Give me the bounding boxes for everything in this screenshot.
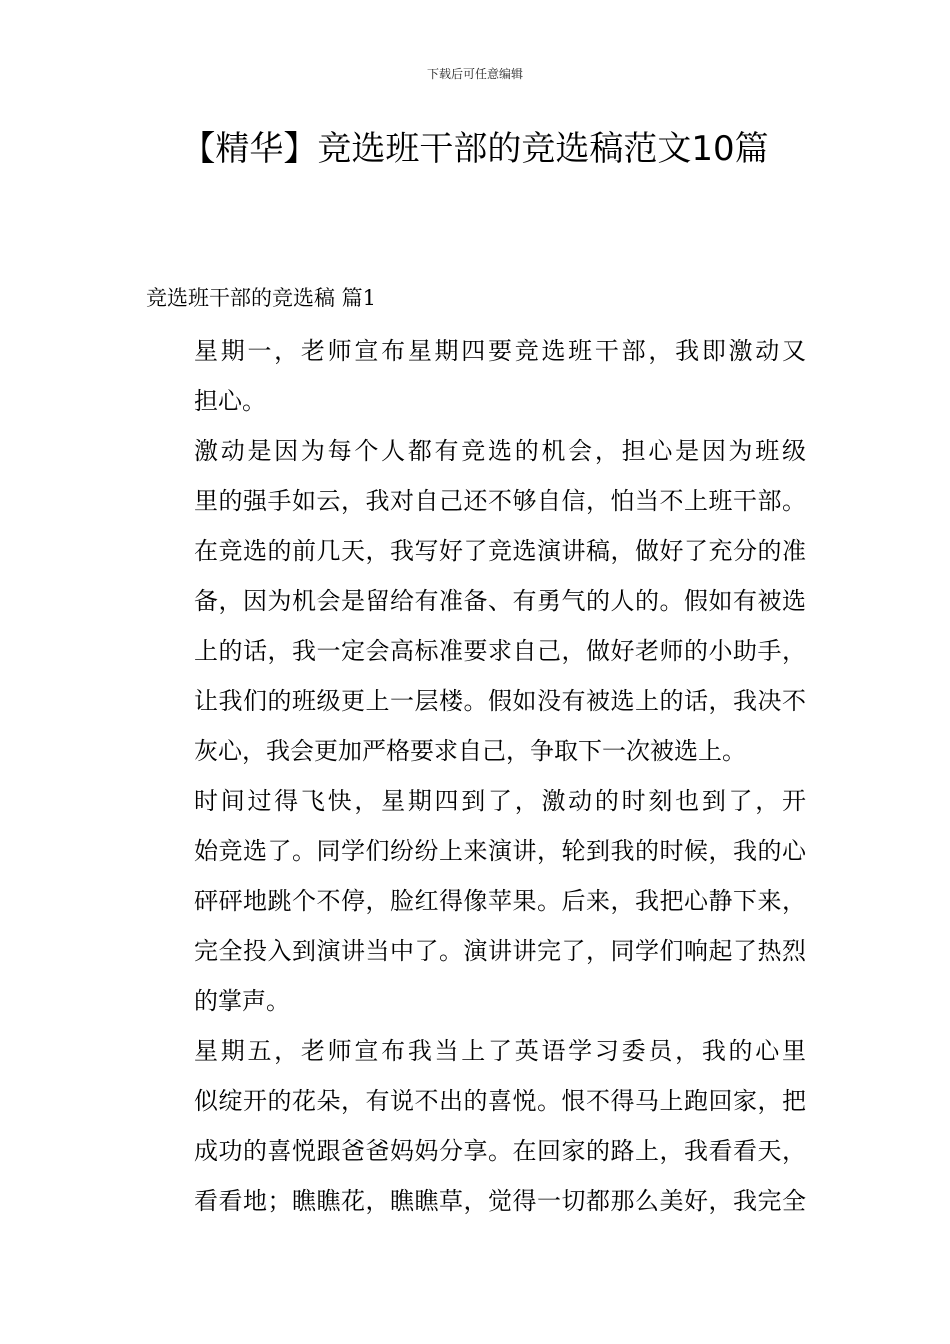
paragraph-1 (146, 326, 806, 426)
paragraph-3 (146, 776, 806, 1026)
text-line: 似绽开的花朵，有说不出的喜悦。恨不得马上跑回家，把 (194, 1087, 806, 1115)
text-line: 里的强手如云，我对自己还不够自信，怕当不上班干部。 (194, 487, 806, 515)
text-line: 激动是因为每个人都有竞选的机会，担心是因为班级 (194, 437, 806, 465)
document-title: 【精华】竞选班干部的竞选稿范文10篇 (181, 129, 769, 169)
text-line: 始竞选了。同学们纷纷上来演讲，轮到我的时候，我的心 (194, 837, 806, 865)
text-line: 在竞选的前几天，我写好了竞选演讲稿，做好了充分的准 (194, 537, 806, 565)
text-line: 星期五，老师宣布我当上了英语学习委员，我的心里 (194, 1037, 806, 1065)
text-line: 让我们的班级更上一层楼。假如没有被选上的话，我决不 (194, 687, 806, 715)
text-line: 砰砰地跳个不停，脸红得像苹果。后来，我把心静下来， (194, 887, 806, 915)
text-line: 看看地；瞧瞧花，瞧瞧草，觉得一切都那么美好，我完全 (194, 1187, 806, 1215)
text-line: 成功的喜悦跟爸爸妈妈分享。在回家的路上，我看看天， (194, 1137, 806, 1165)
section-heading: 竞选班干部的竞选稿 篇1 (146, 286, 377, 310)
paragraph-2 (146, 426, 806, 776)
text-line: 完全投入到演讲当中了。演讲讲完了，同学们响起了热烈 (194, 937, 806, 965)
text-line: 担心。 (194, 387, 266, 415)
header-note: 下载后可任意编辑 (426, 67, 523, 81)
text-line: 星期一，老师宣布星期四要竞选班干部，我即激动又 (194, 337, 806, 365)
text-line: 的掌声。 (194, 987, 290, 1015)
paragraph-4 (146, 1026, 806, 1226)
text-line: 时间过得飞快，星期四到了，激动的时刻也到了，开 (194, 787, 806, 815)
text-line: 灰心，我会更加严格要求自己，争取下一次被选上。 (194, 737, 746, 765)
text-line: 备，因为机会是留给有准备、有勇气的人的。假如有被选 (194, 587, 806, 615)
article-body (146, 326, 806, 1226)
text-line: 上的话，我一定会高标准要求自己，做好老师的小助手， (194, 637, 806, 665)
